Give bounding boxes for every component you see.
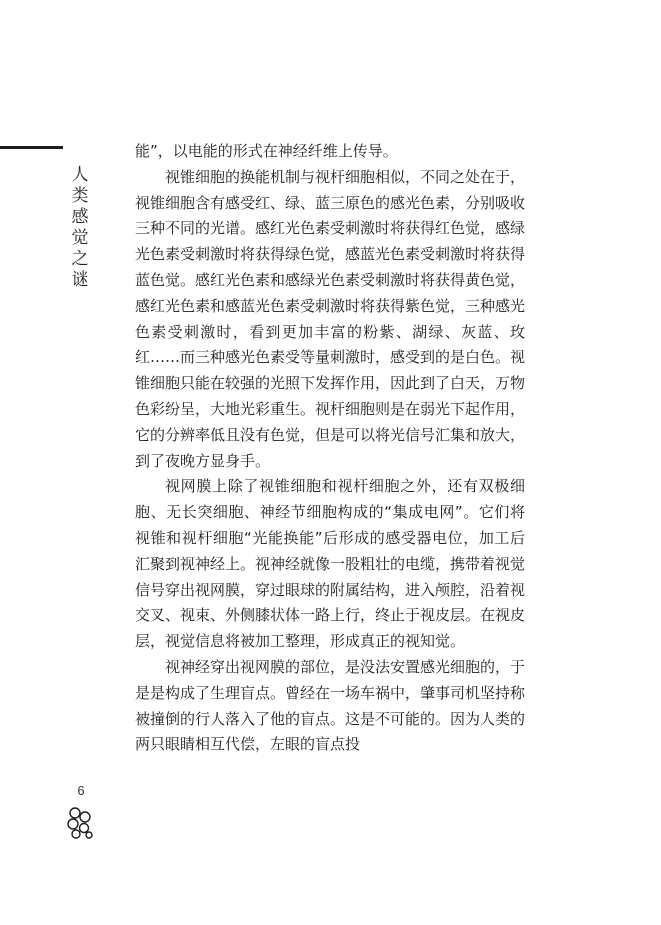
- book-title-char: 觉: [71, 228, 89, 248]
- paragraph: 视神经穿出视网膜的部位，是没法安置感光细胞的，于是是构成了生理盲点。曾经在一场车祸中，肇事司机坚持称被撞倒的行人落入了他的盲点。这是不可能的。因为人类的两只眼睛相互代偿，左眼的盲点投: [135, 657, 526, 754]
- running-book-title: [68, 165, 92, 291]
- paragraph: 视锥细胞的换能机制与视杆细胞相似，不同之处在于，视锥细胞含有感受红、绿、蓝三原色的感光色素，分别吸收三种不同的光谱。感红光色素受刺激时将获得红色觉，感绿光色素受刺激时将获得绿色觉，感蓝光色素受刺激时将获得蓝色觉。感红光色素和感绿光色素受刺激时将获得黄色觉，感红光色素和感蓝光色素受刺激时将获得紫色觉，三种感光色素受刺激时，看到更加丰富的粉紫、湖绿、灰蓝、玫红……而三种感光色素受等量刺激时，感受到的是白色。视锥细胞只能在较强的光照下发挥作用，因此到了白天，万物色彩纷呈，大地光彩重生。视杆细胞则是在弱光下起作用，它的分辨率低且没有色觉，但是可以将光信号汇集和放大，到了夜晚方显身手。: [135, 167, 526, 470]
- paragraph: 能”，以电能的形式在神经纤维上传导。: [135, 142, 398, 160]
- book-title-char: 类: [71, 186, 89, 206]
- molecule-dots-icon: [65, 806, 95, 840]
- header-rule: [0, 146, 63, 149]
- book-title-char: 之: [71, 249, 89, 269]
- book-title-char: 谜: [71, 270, 89, 290]
- paragraph: 视网膜上除了视锥细胞和视杆细胞之外，还有双极细胞、无长突细胞、神经节细胞构成的“集成电网”。它们将视锥和视杆细胞“光能换能”后形成的感受器电位，加工后汇聚到视神经上。视神经就像一股粗壮的电缆，携带着视觉信号穿出视网膜，穿过眼球的附属结构，进入颅腔，沿着视交叉、视束、外侧膝状体一路上行，终止于视皮层。在视皮层，视觉信息将被加工整理，形成真正的视知觉。: [135, 477, 526, 651]
- body-text: [135, 139, 525, 758]
- page-number: 6: [77, 783, 85, 798]
- book-title-char: 人: [71, 165, 89, 185]
- book-title-char: 感: [71, 207, 89, 227]
